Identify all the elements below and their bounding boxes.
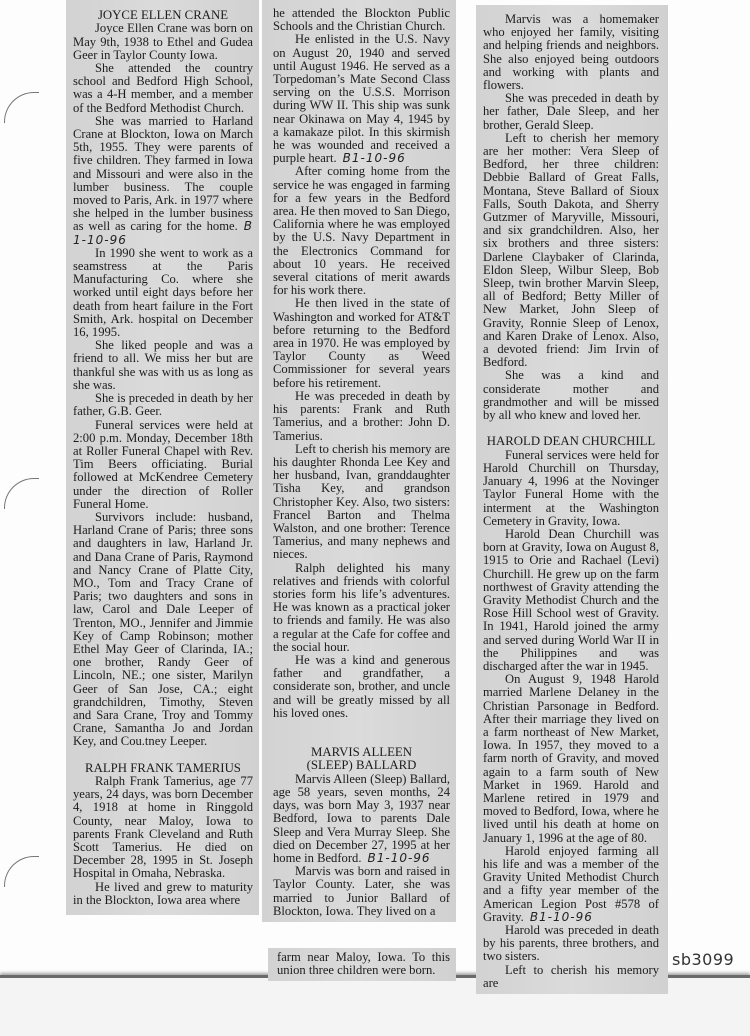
- paragraph-text: She was a kind and considerate mother and grandmother and will be missed by all who knew and loved her.: [483, 368, 659, 423]
- column-two: [262, 0, 456, 981]
- paragraph-text: Left to cherish her memory are her mother: Vera Sleep of Bedford, her three children: Debbie Ballard of Great Falls, Montana, Steve Ballard of Sioux Falls, South Dakota, and Sherry Gutzmer of Maryville, Missouri, and six grandchildren. Also, her six brothers and three sisters: Darlene Claybaker of Clarinda, Eldon Sleep, Wilbur Sleep, Bob Sleep, twin brother Marvin Sleep, all of Bedford; Betty Miller of New Market, John Sleep of Gravity, Ronnie Sleep of Lenox, and Karen Drake of Lenox. Also, a devoted friend: Jim Irvin of Bedford.: [483, 130, 659, 370]
- paragraph-text: Funeral services were held at 2:00 p.m. Monday, December 18th at Roller Funeral Chapel with Rev. Tim Beers officiating. Burial followed at McKendree Cemetery under the direction of Roller Funeral Home.: [73, 417, 253, 511]
- paragraph-text: Marvis was born and raised in Taylor County. Later, she was married to Junior Ballard of Blockton, Iowa. They lived on a: [273, 864, 450, 918]
- paragraph-text: She liked people and was a friend to all. We miss her but are thankful she was with us as long as she was.: [73, 338, 253, 392]
- binder-hole-middle: [4, 478, 39, 509]
- clipping-tamerius-ballard: [262, 0, 456, 922]
- obituary-heading: HAROLD DEAN CHURCHILL: [486, 434, 656, 449]
- paragraph-text: farm near Maloy, Iowa. To this union three children were born.: [277, 950, 450, 978]
- paragraph-text: She is preceded in death by her father, G.B. Geer.: [73, 391, 253, 419]
- paragraph-text: Marvis Alleen (Sleep) Ballard, age 58 years, seven months, 24 days, was born May 3, 1937 near Bedford, Iowa to parents Dale Sleep and Vera Murray Sleep. She died on December 27, 1995 at her home in Bedford.: [273, 771, 450, 865]
- obituary-paragraph: [273, 33, 450, 165]
- obituary-paragraph: [73, 22, 253, 62]
- obituary-paragraph: [483, 673, 659, 845]
- paragraph-text: He lived and grew to maturity in the Blockton, Iowa area where: [73, 879, 253, 907]
- obituary-paragraph: [483, 845, 659, 924]
- obituary-paragraph: [483, 924, 659, 964]
- obituary-paragraph: [73, 62, 253, 115]
- paragraph-text: She was preceded in death by her father, Dale Sleep, and her brother, Gerald Sleep.: [483, 91, 659, 132]
- paragraph-text: Harold Dean Churchill was born at Gravity, Iowa on August 8, 1915 to Orie and Rachael (Levi) Churchill. He grew up on the farm northwest of Gravity attending the Gravity Methodist Church and the Rose Hill School west of Gravity. In 1941, Harold joined the army and served during World War II in the Philippines and was discharged after the war in 1945.: [483, 526, 659, 673]
- obituary-paragraph: [73, 511, 253, 749]
- paragraph-text: He was a kind and generous father and grandfather, a considerate son, brother, and uncle and will be greatly missed by all his loved ones.: [273, 652, 450, 720]
- paragraph-text: He enlisted in the U.S. Navy on August 20, 1940 and served until August 1946. He served as a Torpedoman’s Mate Second Class serving on the U.S.S. Morrison during WW II. This ship was sunk near Okinawa on May 4, 1945 by a kamakaze pilot. In this skirmish he was wounded and received a purple heart.: [273, 32, 450, 166]
- obituary-paragraph: [273, 865, 450, 918]
- obituary-paragraph: [483, 528, 659, 673]
- paragraph-text: After coming home from the service he was engaged in farming for a few years in the Bedford area. He then moved to San Diego, California where he was employed by the U.S. Navy Department in the Electronics Command for about 10 years. He received several citations of merit awards for his work there.: [273, 164, 450, 298]
- obituary-paragraph: [73, 115, 253, 247]
- obituary-heading: RALPH FRANK TAMERIUS: [85, 760, 241, 775]
- obituary-paragraph: [273, 562, 450, 654]
- paragraph-text: She attended the country school and Bedford High School, was a 4-H member, and a member of the Bedford Methodist Church.: [73, 61, 253, 115]
- obituary-paragraph: [483, 369, 659, 422]
- obituary-paragraph: [483, 964, 659, 990]
- paragraph-text: Harold enjoyed farming all his life and was a member of the Gravity United Methodist Church and a fifty year member of the American Legion Post #578 of Gravity.: [483, 843, 659, 924]
- obituary-paragraph: [73, 881, 253, 907]
- obituary-heading: MARVIS ALLEEN (SLEEP) BALLARD: [306, 744, 417, 773]
- binder-hole-top: [4, 92, 39, 123]
- obituary-paragraph: [73, 419, 253, 511]
- paragraph-text: Marvis was a homemaker who enjoyed her family, visiting and helping friends and neighbors. She also enjoyed being outdoors and working with plants and flowers.: [483, 12, 659, 93]
- obituary-paragraph: [483, 13, 659, 92]
- paragraph-text: He was preceded in death by his parents: Frank and Ruth Tamerius, and a brother: John D. Tamerius.: [273, 388, 450, 443]
- paragraph-text: On August 9, 1948 Harold married Marlene Delaney in the Christian Parsonage in Bedford. After their marriage they lived on a farm northeast of New Market, Iowa. In 1957, they moved to a farm north of Gravity, and moved again to a farm south of New Market in 1969. Harold and Marlene retired in 1979 and moved to Bedford, Iowa, where he lived until his death at home on January 1, 1996 at the age of 80.: [483, 672, 659, 845]
- handwritten-date-note: B1-10-96: [342, 151, 406, 166]
- clipping-crane-tamerius: [66, 0, 259, 915]
- obituary-paragraph: [73, 247, 253, 339]
- clipping-ballard-churchill: [476, 5, 668, 994]
- paragraph-text: Left to cherish his memory are his daughter Rhonda Lee Key and her husband, Ivan, granddaughter Tisha Key, and grandson Christopher Key. Also, two sisters: Francel Barton and Thelma Walston, and one brother: Terence Tamerius, and many nephews and nieces.: [273, 441, 450, 562]
- paragraph-text: Survivors include: husband, Harland Crane of Paris; three sons and daughters in law, Harland Jr. and Dana Crane of Paris, Raymond and Nancy Crane of Platte City, MO., Tom and Tracy Crane of Paris; two daughters and sons in law, Carol and Dale Leeper of Trenton, MO., Jennifer and Jimmie Key of Camp Robinson; mother Ethel May Geer of Clarinda, IA.; one brother, Randy Geer of Lincoln, NE.; one sister, Marilyn Geer of San Jose, CA.; eight grandchildren, Timothy, Steven and Sara Crane, Troy and Tommy Crane, Samantha Jo and Jordan Key, and Cou.tney Leeper.: [73, 509, 253, 749]
- obituary-paragraph: [483, 92, 659, 132]
- clipping-ballard-continued: [268, 948, 456, 981]
- obituary-paragraph: [273, 443, 450, 562]
- obituary-paragraph: [273, 390, 450, 443]
- paragraph-text: She was married to Harland Crane at Blockton, Iowa on March 5th, 1955. They were parents of five children. They farmed in Iowa and Missouri and were also in the lumber business. The couple moved to Paris, Ark. in 1977 where she helped in the lumber business as well as caring for the home.: [73, 113, 253, 234]
- obituary-paragraph: [73, 392, 253, 418]
- paragraph-text: In 1990 she went to work as a seamstress at the Paris Manufacturing Co. where she worked until eight days before her death from heart failure in the Fort Smith, Ark. hospital on December 16, 1995.: [73, 245, 253, 340]
- handwritten-date-note: B1-10-96: [367, 851, 431, 865]
- obituary-paragraph: [273, 165, 450, 297]
- paragraph-text: He then lived in the state of Washington and worked for AT&T before returning to the Bedford area in 1970. He was employed by Taylor County as Weed Commissioner for several years before his retirement.: [273, 296, 450, 390]
- obituary-paragraph: [73, 339, 253, 392]
- obituary-heading: JOYCE ELLEN CRANE: [97, 8, 229, 22]
- obituary-paragraph: [483, 449, 659, 528]
- paragraph-text: Joyce Ellen Crane was born on May 9th, 1938 to Ethel and Gudea Geer in Taylor County Iowa.: [73, 21, 253, 62]
- obituary-paragraph: [273, 7, 450, 33]
- handwritten-date-note: B1-10-96: [529, 909, 593, 924]
- paragraph-text: Ralph delighted his many relatives and friends with colorful stories form his life’s adventures. He was known as a practical joker to friends and family. He was also a regular at the Cafe for coffee and the social hour.: [273, 560, 450, 654]
- obituary-paragraph: [483, 132, 659, 370]
- obituary-paragraph: [273, 654, 450, 720]
- paragraph-text: Ralph Frank Tamerius, age 77 years, 24 days, was born December 4, 1918 at home in Ringgold County, near Maloy, Iowa to parents Frank Cleveland and Ruth Scott Tamerius. He died on December 28, 1995 in St. Joseph Hospital in Omaha, Nebraska.: [73, 773, 253, 881]
- paragraph-text: Harold was preceded in death by his parents, three brothers, and two sisters.: [483, 923, 659, 964]
- obituary-paragraph: [273, 773, 450, 865]
- handwritten-date-note: B 1-10-96: [73, 219, 253, 247]
- obituary-paragraph: [273, 297, 450, 389]
- obituary-paragraph: [277, 951, 450, 977]
- paragraph-text: he attended the Blockton Public Schools and the Christian Church.: [273, 6, 450, 34]
- obituary-paragraph: [73, 775, 253, 881]
- paragraph-text: Left to cherish his memory are: [483, 962, 659, 990]
- binder-hole-bottom: [4, 856, 39, 887]
- catalog-number: sb3099: [672, 950, 735, 969]
- paragraph-text: Funeral services were held for Harold Churchill on Thursday, January 4, 1996 at the Novinger Taylor Funeral Home with the interment at the Washington Cemetery in Gravity, Iowa.: [483, 447, 659, 528]
